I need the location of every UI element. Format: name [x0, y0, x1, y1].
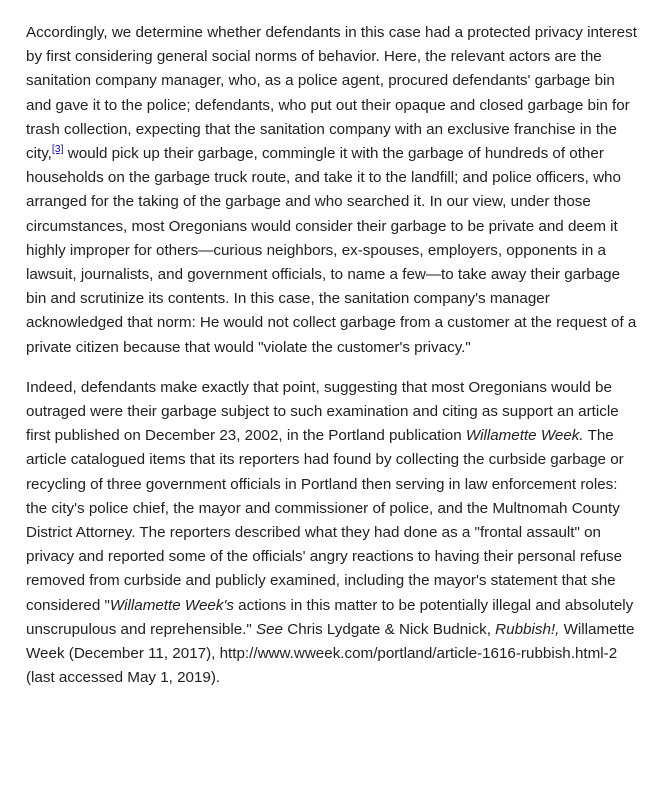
opinion-text: [26, 21, 638, 706]
paragraph-2-text-b: The article catalogued items that its reporters had found by collecting the curbside garbage or recycling of three government officials in Portland then serving in law enforcement roles: the city's police chief, the mayor and commissioner of police, and the Multnomah County District Attorney. The reporters described what they had done as a "frontal assault" on privacy and reported some of the officials' angry reactions to having their personal refuse removed from curbside and publicly examined, including the mayor's statement that she considered ": [26, 427, 624, 614]
publication-title: Willamette Week.: [465, 427, 584, 445]
paragraph-2-text-c: actions in this matter to be potentially illegal and absolutely unscrupulous and reprehensible.": [26, 596, 634, 638]
footnote-3-superscript[interactable]: [52, 143, 64, 155]
see-signal: See: [255, 620, 284, 638]
paragraph-2-text-d: Chris Lydgate & Nick Budnick,: [283, 620, 496, 638]
paragraph-1: [26, 21, 638, 360]
paragraph-1-text-a: Accordingly, we determine whether defendants in this case had a protected privacy interest by first considering general social norms of behavior. Here, the relevant actors are the sanitation company manager, who, as a police agent, procured defendants' garbage bin and gave it to the police; defendants, who put out their opaque and closed garbage bin for trash collection, expecting that the sanitation company with an exclusive franchise in the city,: [26, 24, 637, 163]
paragraph-2-text-a: Indeed, defendants make exactly that point, suggesting that most Oregonians would be outraged were their garbage subject to such examination and citing as support an article first published on December 23, 2002, in the Portland publication: [26, 378, 619, 445]
footnote-3-link[interactable]: [3]: [51, 142, 64, 155]
publication-title-possessive: Willamette Week's: [109, 596, 234, 614]
article-title: Rubbish!,: [495, 620, 560, 638]
paragraph-2: [26, 376, 638, 691]
paragraph-2-citation: Willamette Week (December 11, 2017), http://www.wweek.com/portland/article-1616-rubbish.html-2 (last accessed May 1, 2019).: [26, 620, 635, 687]
paragraph-1-text-b: would pick up their garbage, commingle it with the garbage of hundreds of other households on the garbage truck route, and take it to the landfill; and police officers, who arranged for the taking of the garbage and who searched it. In our view, under those circumstances, most Oregonians would consider their garbage to be private and deem it highly improper for others—curious neighbors, ex-spouses, employers, opponents in a lawsuit, journalists, and government officials, to name a few—to take away their garbage bin and scrutinize its contents. In this case, the sanitation company's manager acknowledged that norm: He would not collect garbage from a customer at the request of a private citizen because that would "violate the customer's privacy.": [26, 145, 637, 356]
